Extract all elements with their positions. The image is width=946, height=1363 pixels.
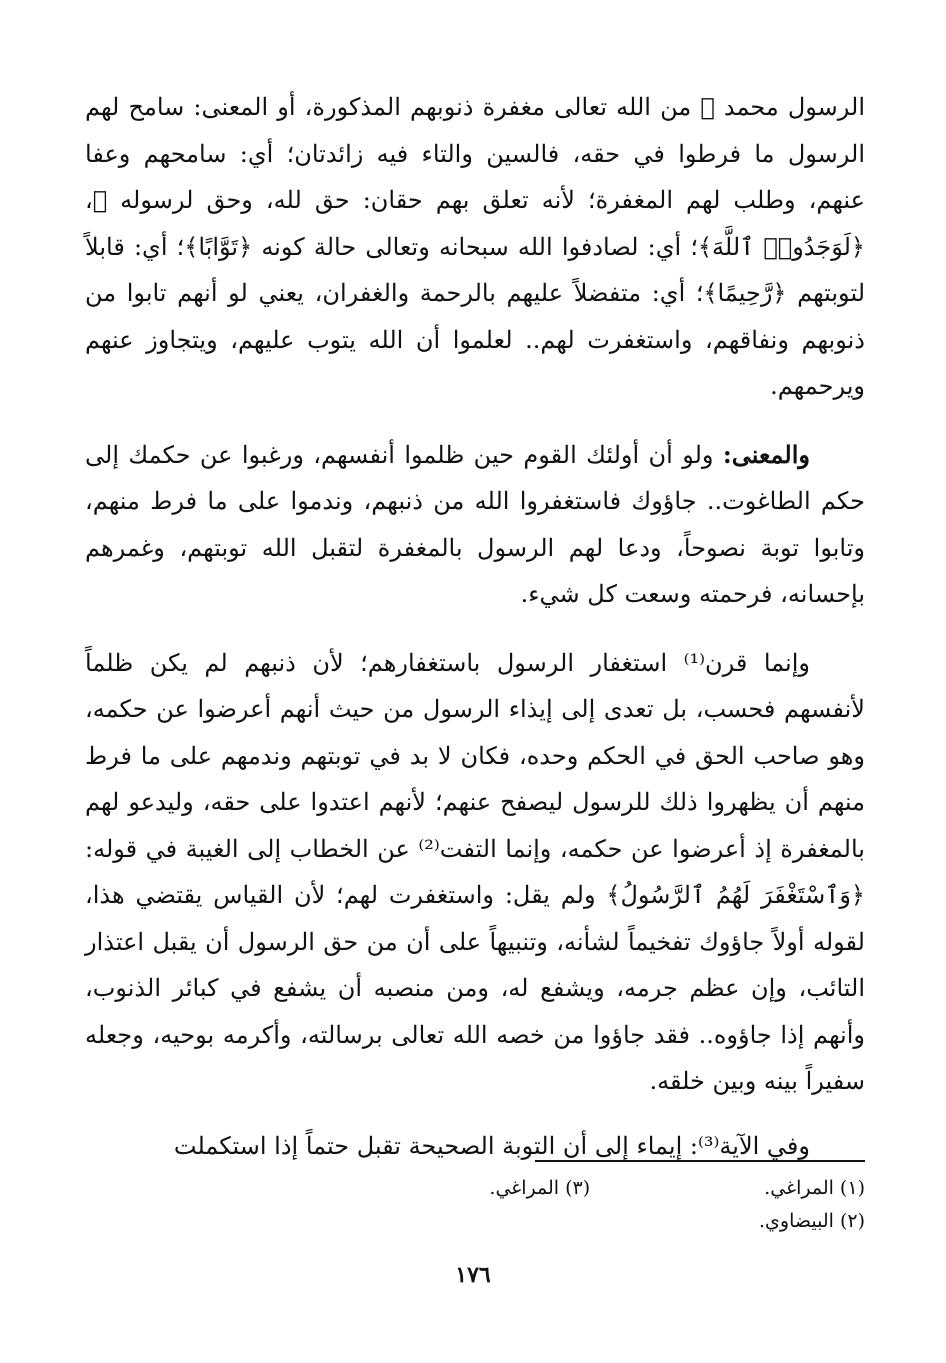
- footnotes-column-left: [321, 1172, 590, 1205]
- footnote-2: (٢) البيضاوي.: [759, 1210, 865, 1232]
- paragraph-1-text: الرسول محمد ﷺ من الله تعالى مغفرة ذنوبهم المذكورة، أو المعنى: سامح لهم الرسول ما فرطوا في حقه، فالسين والتاء فيه زائدتان؛ أي: سامحهم وعفا عنهم، وطلب لهم المغفرة؛ لأنه تعلق بهم حقان: حق لله، وحق لرسوله ﷺ، ﴿لَوَجَدُوا۟ ٱللَّهَ﴾؛ أي: لصادفوا الله سبحانه وتعالى حالة كونه ﴿تَوَّابًا﴾؛ أي: قابلاً لتوبتهم ﴿رَّحِيمًا﴾؛ أي: متفضلاً عليهم بالرحمة والغفران، يعني لو أنهم تابوا من ذنوبهم ونفاقهم، واستغفرت لهم.. لعلموا أن الله يتوب عليهم، ويتجاوز عنهم ويرحمهم.: [85, 93, 865, 400]
- page-body: [85, 84, 865, 1169]
- footnotes-column-right: [596, 1172, 865, 1238]
- footnote-divider: [535, 1160, 865, 1162]
- paragraph-3-text: وإنما قرن⁽¹⁾ استغفار الرسول باستغفارهم؛ لأن ذنبهم لم يكن ظلماً لأنفسهم فحسب، بل تعدى إلى إيذاء الرسول من حيث أنهم أعرضوا عن حكمه، وهو صاحب الحق في الحكم وحده، فكان لا بد في توبتهم وندمهم على ما فرط منهم أن يظهروا ذلك للرسول ليصفح عنهم؛ لأنهم اعتدوا على حقه، وليدعو لهم بالمغفرة إذ أعرضوا عن حكمه، وإنما التفت⁽²⁾ عن الخطاب إلى الغيبة في قوله: ﴿وَٱسْتَغْفَرَ لَهُمُ ٱلرَّسُولُ﴾ ولم يقل: واستغفرت لهم؛ لأن القياس يقتضي هذا، لقوله أولاً جاؤوك تفخيماً لشأنه، وتنبيهاً على أن من حق الرسول أن يقبل اعتذار التائب، وإن عظم جرمه، ويشفع له، ومن منصبه أن يشفع في كبائر الذنوب، وأنهم إذا جاؤوه.. فقد جاؤوا من خصه الله تعالى برسالته، وأكرمه بوحيه، وجعله سفيراً بينه وبين خلقه.: [85, 648, 865, 1095]
- paragraph-4: [85, 1123, 865, 1170]
- paragraph-3: [85, 640, 865, 1105]
- paragraph-2-text: ولو أن أولئك القوم حين ظلموا أنفسهم، ورغبوا عن حكمك إلى حكم الطاغوت.. جاؤوك فاستغفروا الله من ذنبهم، وندموا على ما فرط منهم، وتابوا توبة نصوحاً، ودعا لهم الرسول بالمغفرة لتقبل الله توبتهم، وغمرهم بإحسانه، فرحمته وسعت كل شيء.: [85, 440, 865, 608]
- page-number: ١٧٦: [455, 1262, 491, 1288]
- footnote-3: (٣) المراغي.: [489, 1177, 591, 1199]
- paragraph-4-text: وفي الآية⁽³⁾: إيماء إلى أن التوبة الصحيحة تقبل حتماً إذا استكملت: [173, 1131, 810, 1160]
- paragraph-1: [85, 84, 865, 410]
- footnote-1: (١) المراغي.: [764, 1177, 865, 1199]
- footnotes: [305, 1172, 865, 1238]
- paragraph-2: [85, 432, 865, 618]
- paragraph-2-lead: والمعنى:: [722, 439, 810, 469]
